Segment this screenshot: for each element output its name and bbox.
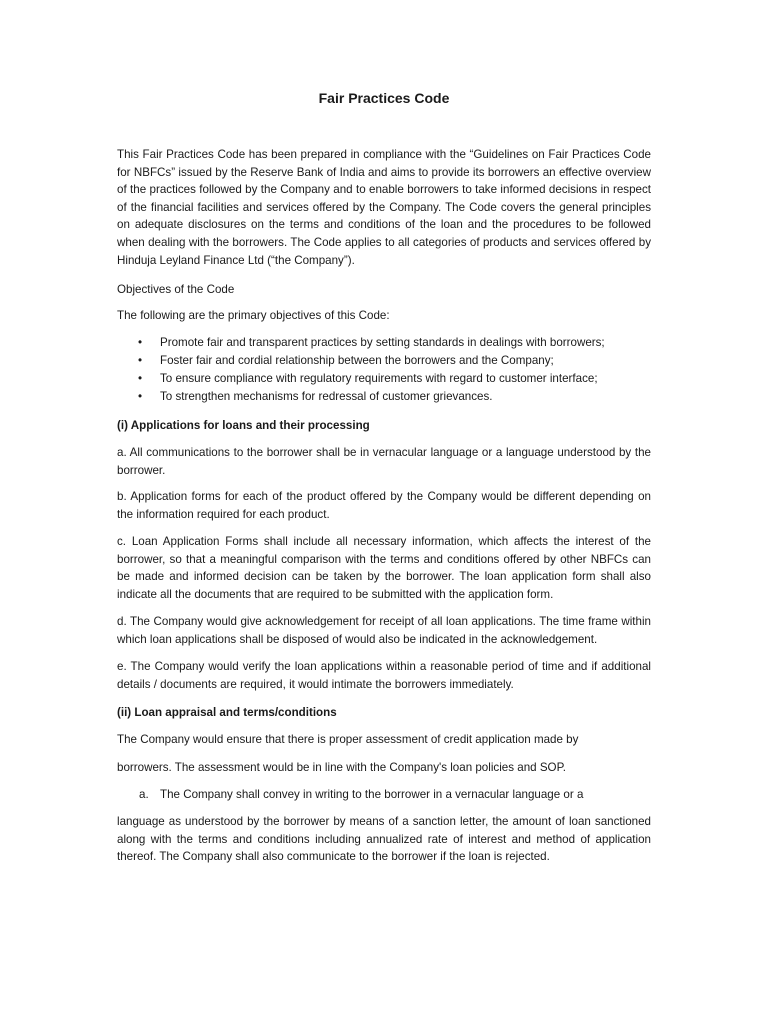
intro-paragraph: This Fair Practices Code has been prepared in compliance with the “Guidelines on Fair Practices Code for NBFCs” issued by the Reserve Bank of India and aims to provide its borrowers an effective overview of the practices followed by the Company and to enable borrowers to take informed decisions in respect of the financial facilities and services offered by the Company. The Code covers the general principles on adequate disclosures on the terms and conditions of the loan and the procedures to be followed when dealing with the borrowers. The Code applies to all categories of products and services offered by Hinduja Leyland Finance Ltd (“the Company”). [117, 148, 651, 267]
objectives-lead: The following are the primary objectives of this Code: [117, 309, 390, 322]
section1-item-e: e. The Company would verify the loan applications within a reasonable period of time and if additional details / documents are required, it would intimate the borrowers immediately. [117, 660, 651, 691]
section1-heading: (i) Applications for loans and their processing [117, 419, 370, 432]
document-title: Fair Practices Code [318, 90, 450, 106]
objectives-list [117, 334, 651, 406]
section2-line1: The Company would ensure that there is proper assessment of credit application made by [117, 733, 579, 746]
section1-item-d: d. The Company would give acknowledgement for receipt of all loan applications. The time frame within which loan applications shall be disposed of would also be indicated in the acknowledgement. [117, 615, 651, 646]
list-item: • To strengthen mechanisms for redressal of customer grievances. [117, 388, 651, 406]
objectives-heading: Objectives of the Code [117, 283, 235, 296]
bullet-icon: • [138, 390, 143, 403]
section2-continuation: language as understood by the borrower by means of a sanction letter, the amount of loan sanctioned along with the terms and conditions including annualized rate of interest and method of application thereof. The Company shall also communicate to the borrower if the loan is rejected. [117, 815, 651, 864]
section2-line2: borrowers. The assessment would be in line with the Company's loan policies and SOP. [117, 761, 567, 774]
section2-item-a [139, 786, 651, 804]
bullet-icon: • [138, 372, 143, 385]
section2-heading: (ii) Loan appraisal and terms/conditions [117, 706, 337, 719]
section1-item-a: a. All communications to the borrower shall be in vernacular language or a language understood by the borrower. [117, 446, 651, 477]
list-item: • Foster fair and cordial relationship between the borrowers and the Company; [117, 352, 651, 370]
list-item: • To ensure compliance with regulatory requirements with regard to customer interface; [117, 370, 651, 388]
item-a-text: The Company shall convey in writing to the borrower in a vernacular language or a [160, 788, 584, 801]
bullet-icon: • [138, 336, 143, 349]
bullet-icon: • [138, 354, 143, 367]
item-a-marker: a. [139, 788, 149, 801]
section1-item-b: b. Application forms for each of the product offered by the Company would be different depending on the information required for each product. [117, 490, 651, 521]
list-item: • Promote fair and transparent practices by setting standards in dealings with borrowers; [117, 334, 651, 352]
section1-item-c: c. Loan Application Forms shall include all necessary information, which affects the interest of the borrower, so that a meaningful comparison with the terms and conditions offered by other NBFCs can be made and informed decision can be taken by the borrower. The loan application form shall also indicate all the documents that are required to be submitted with the application form. [117, 535, 651, 601]
